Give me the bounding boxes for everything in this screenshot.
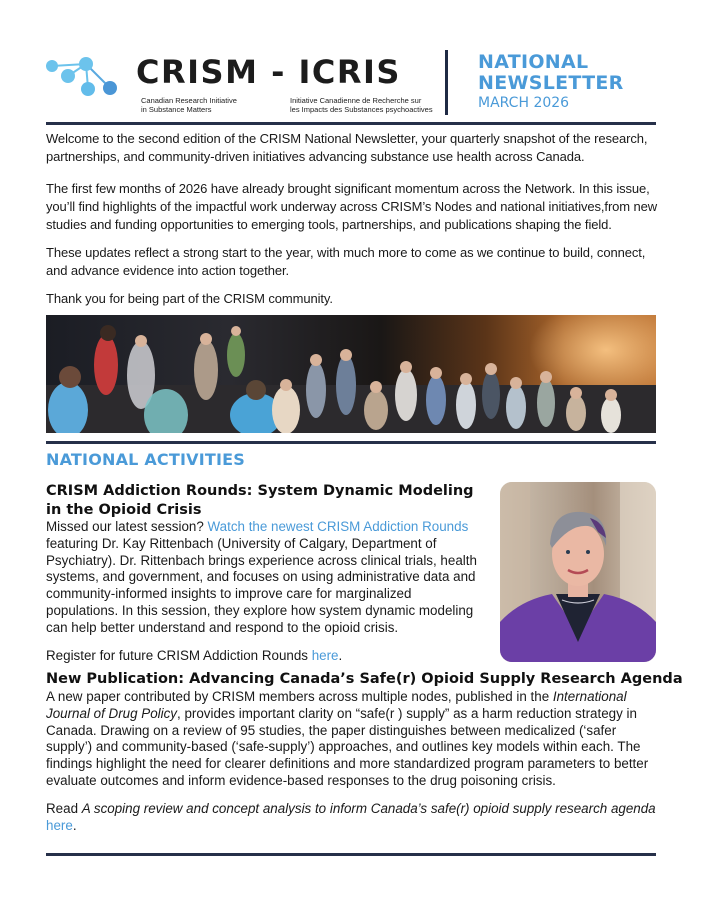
body-text: Missed our latest session? — [46, 519, 208, 534]
section-title-national-activities: NATIONAL ACTIVITIES — [46, 450, 245, 469]
register-period: . — [338, 648, 343, 663]
paper-title: A scoping review and concept analysis to inform Canada’s safe(r) opioid supply research agenda — [81, 801, 656, 816]
network-nodes-icon — [44, 54, 134, 100]
issue-date: MARCH 2026 — [478, 95, 570, 111]
register-text: Register for future CRISM Addiction Rounds — [46, 648, 312, 663]
crowd-silhouettes — [46, 315, 656, 433]
logo-subtitle-en-line2: in Substance Matters — [141, 105, 212, 114]
register-line — [46, 647, 342, 664]
intro-paragraph: The first few months of 2026 have already brought significant momentum across the Network. In this issue, you’ll find highlights of the impactful work underway across CRISM’s Nodes and national initiatives,from new studies and funding opportunities to emerging tools, partnerships, and publications shaping the field. — [46, 181, 658, 232]
portrait-illustration — [500, 482, 656, 662]
read-text: Read — [46, 801, 82, 816]
logo-subtitle-fr-line1: Initiative Canadienne de Recherche sur — [290, 96, 422, 105]
article-body-safer-supply — [46, 689, 661, 790]
article-title-addiction-rounds: CRISM Addiction Rounds: System Dynamic Modeling in the Opioid Crisis — [46, 483, 474, 518]
logo-wordmark: CRISM - ICRIS — [136, 53, 401, 91]
divider-rule — [46, 122, 656, 125]
read-paper-here-link[interactable]: here — [46, 818, 73, 833]
journal-name: International Journal of Drug Policy — [46, 689, 627, 721]
speaker-portrait-photo — [500, 482, 656, 662]
body-text: , provides important clarity on “safe(r ) supply” as a harm reduction strategy in Canada. Drawing on a review of 95 studies, the paper distinguishes between medicalized (‘safer supply’) and community-based (‘safe-supply’) approaches, and outlines key models within each. The findings highlight the need for clearer definitions and more standardized program parameters to better evaluate outcomes and inform evidence-based responses to the drug poisoning crisis. — [46, 705, 649, 788]
intro-paragraph: These updates reflect a strong start to the year, with much more to come as we continue to build, connect, and advance evidence into action together. — [46, 245, 646, 278]
logo-subtitle-en-line1: Canadian Research Initiative — [141, 96, 237, 105]
read-paper-line — [46, 800, 661, 834]
logo-subtitle-fr-line2: les Impacts des Substances psychoactives — [290, 105, 433, 114]
divider-rule — [46, 853, 656, 856]
newsletter-title-line1: NATIONAL — [478, 51, 589, 73]
body-text: A new paper contributed by CRISM members across multiple nodes, published in the — [46, 689, 553, 704]
article-body-addiction-rounds — [46, 519, 481, 637]
logo-subtitle-en — [141, 96, 237, 114]
register-here-link[interactable]: here — [311, 648, 339, 663]
logo-subtitle-fr — [290, 96, 433, 114]
newsletter-header — [0, 0, 703, 122]
intro-paragraph: Welcome to the second edition of the CRISM National Newsletter, your quarterly snapshot of the research, partnerships, and community-driven initiatives advancing substance use health across Canada. — [46, 131, 648, 164]
read-period: . — [72, 818, 77, 833]
article-title-safer-supply: New Publication: Advancing Canada’s Safe(r) Opioid Supply Research Agenda — [46, 671, 683, 687]
conference-crowd-photo — [46, 315, 656, 433]
newsletter-title-line2: NEWSLETTER — [478, 72, 624, 94]
divider-rule — [46, 441, 656, 444]
watch-addiction-rounds-link[interactable]: Watch the newest CRISM Addiction Rounds — [207, 519, 469, 534]
header-divider — [445, 50, 448, 115]
body-text: featuring Dr. Kay Rittenbach (University of Calgary, Department of Psychiatry). Dr. Rittenbach brings experience across clinical trials, health systems, and government, and focuses on using administrative data and community-informed insights to improve care for marginalized populations. In this session, they explore how system dynamic modeling can help better understand and respond to the opioid crisis. — [46, 535, 477, 635]
intro-paragraph: Thank you for being part of the CRISM community. — [46, 291, 333, 306]
newsletter-title — [478, 52, 624, 94]
